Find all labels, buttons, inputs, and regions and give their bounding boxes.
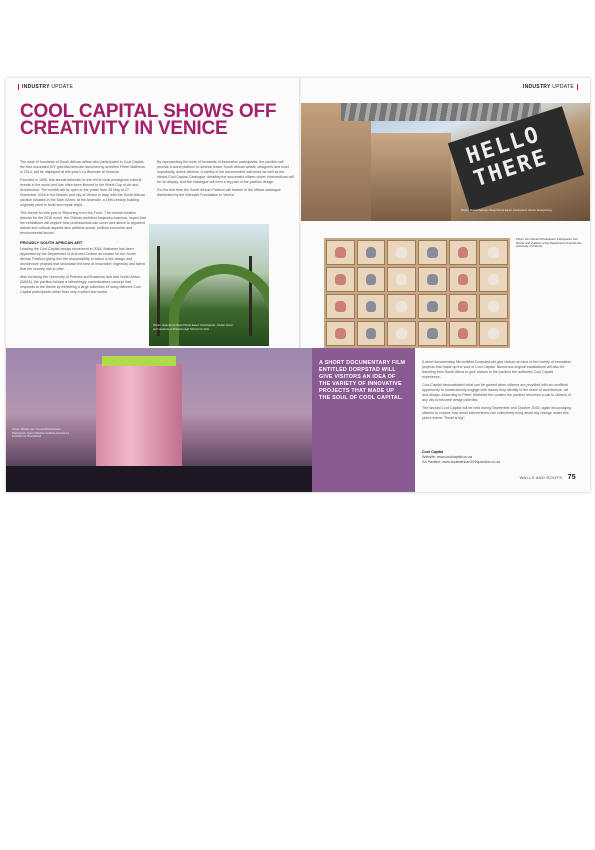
- pod-cell: [449, 240, 478, 265]
- building-shape: [371, 133, 451, 221]
- paragraph: For the first time the South African Pavilion will feature in the official catalogue distributed by the Biennale Foundation in Venice.: [157, 188, 281, 197]
- pull-quote: A SHORT DOCUMENTARY FILM ENTITLED DORPSTAD WILL GIVE VISITORS AN IDEA OF THE VARIETY OF INNOVATIVE PROJECTS THAT MADE UP THE SOUL OF COOL CAPITAL.: [319, 360, 406, 401]
- pod-cell: [357, 321, 386, 346]
- pod-cell: [479, 321, 508, 346]
- pod-cell: [326, 294, 355, 319]
- ground-shape: [6, 466, 312, 492]
- pod-cell: [326, 240, 355, 265]
- pod-cell: [418, 294, 447, 319]
- paragraph: The work of hundreds of South African artists who participated in Cool Capital, the first uncurated DIY guerrilla biennale launched by architect Pieter Mathews in 2014, will be displayed at this year's La Biennale di Venezia.: [20, 160, 145, 174]
- photo-caption: Photo: Anjaneli de Beer/Virtual Easel. Participants: Jordan Hood and students of Pretoria High School for Girls: [153, 323, 233, 331]
- pod-cell: [387, 240, 416, 265]
- pod-cell: [479, 267, 508, 292]
- page-number: 75: [567, 474, 576, 481]
- photo-caption: Photo: Marius Spanjer Berg/Virtual Easel. Participant: Martin Spanjerberg: [461, 208, 552, 212]
- pod-cell: [449, 294, 478, 319]
- pod-cell: [357, 294, 386, 319]
- pull-quote-box: [312, 348, 415, 492]
- pods-installation-photo: [324, 238, 510, 348]
- pod-cell: [387, 321, 416, 346]
- paragraph: Cool Capital demonstrated what can be gained when citizens are provided with an unofficial opportunity to constructively engage with issues they identify in the realm of architecture, art and design. According to Pieter Mathews the curates the pavilion becomes a call to citizens of any city to become design activists.: [422, 383, 572, 402]
- roof-shape: [341, 103, 541, 121]
- article-column-2: [157, 160, 294, 220]
- paragraph: Founded in 1895, this annual biennale is one of the most prestigious cultural events in the world and has often been likened to the World Cup of Art and Architecture. The exhibit will be open to the public from 28 May to 27 November 2016 in the historic port city of Venice in Italy, with the South African pavilion situated in the Sale d'Armi, at the Arsenale, a 16th-century building originally used to build and repair ships.: [20, 178, 145, 207]
- pod-cell: [449, 267, 478, 292]
- publication-name: WALLS AND ROOFS: [519, 475, 563, 480]
- magazine-spread: [6, 78, 590, 492]
- garden-arch-photo: [149, 224, 269, 346]
- pod-cell: [449, 321, 478, 346]
- pod-cell: [387, 294, 416, 319]
- section-tag-right-label: INDUSTRY: [522, 84, 551, 90]
- hello-there-text: HELLO THERE: [463, 122, 551, 193]
- paragraph: A short documentary film entitled Dorpstad will give visitors an idea of the variety of innovative projects that made up the soul of Cool Capital. Numerous original installations will also be traveling from South Africa to give visitors to the pavilion the authentic Cool Capital experience.: [422, 360, 572, 379]
- pod-cell: [418, 321, 447, 346]
- pod-cell: [326, 321, 355, 346]
- paragraph: This theme for this year is 'Reporting from the Front'. The overall creative director for the 2016 event, the Chilean architect Alejandro Aravena, hopes that the exhibitions will explore how professionals can cover and above to apparent artistic and cultural aspects also address social, political economic and environmental issues.: [20, 211, 146, 235]
- page-footer: [520, 474, 576, 481]
- paragraph: Leading the Cool Capital design movement in 2016, Mathews has been appointed by the Department of Arts and Culture as curator for the South African Pavilion giving him the responsibility to select a mix design and architecture projects that showcase the best of innovation, ingenuity and talent that the country has to offer.: [20, 247, 145, 271]
- pod-cell: [326, 267, 355, 292]
- pod-cell: [418, 267, 447, 292]
- pod-cell: [479, 240, 508, 265]
- photo-caption: Photo: Kim Monier/Virtual Easel. Participants: Kim Monier and students of the Department of Visual Arts, University of Pretoria.: [516, 237, 583, 249]
- section-tag-right-suffix: UPDATE: [552, 84, 574, 90]
- section-tag-left: [18, 84, 73, 90]
- pod-cell: [357, 267, 386, 292]
- section-tag-right: [523, 84, 578, 90]
- hello-there-sign: [448, 106, 584, 212]
- street-installation-photo: [301, 103, 590, 221]
- contact-website[interactable]: Website: www.coolcapital.co.za: [422, 455, 473, 459]
- pod-cell: [418, 240, 447, 265]
- subheading: PROUDLY SOUTH AFRICAN ART: [20, 240, 83, 245]
- article-column-right: [422, 360, 572, 460]
- paragraph: By representing the work of hundreds of innovative participants, the pavilion will provide a world platform to several lesser South African artists, designers and most importantly, active citizens. A variety of the documented outcomes as well as the official Cool Capital Catalogue, detailing the successful citizen-driven interventions will be on display, and the catalogue will form a big part of the pavilion design.: [157, 160, 294, 184]
- paragraph: Also involving the University of Pretoria and Business and Arts South Africa (BASA), the pavilion follows a refreshingly unconstrained concept that responds to the theme by exhibiting a large collection of many different Cool Capital participants rather than only a select few works.: [20, 275, 141, 294]
- section-tag-left-suffix: UPDATE: [51, 84, 74, 90]
- article-headline: COOL CAPITAL SHOWS OFF CREATIVITY IN VENICE: [20, 101, 277, 139]
- pod-cell: [479, 294, 508, 319]
- section-tag-left-label: INDUSTRY: [22, 84, 50, 90]
- contact-title: Cool Capital: [422, 450, 443, 454]
- pod-cell: [357, 240, 386, 265]
- pod-cell: [387, 267, 416, 292]
- contact-pavilion[interactable]: SA Pavilion: www.southafrican2016pavilion.co.za: [422, 460, 501, 464]
- monument-shape: [96, 364, 182, 472]
- monument-photo: [6, 348, 312, 492]
- contact-info: [422, 450, 572, 465]
- photo-caption: Photo: Zhixiel van Vuuren/Virtual Easel. Participant: Open Window Institute and Feni-a Hubbido for Boschkloof.: [12, 427, 70, 439]
- green-arch: [169, 264, 269, 346]
- paragraph: The second Cool Capital will be held during September and October 2016, again encouraging citizens to explore how small interventions can collectively bring about big change under this year's theme "Small is big".: [422, 406, 572, 420]
